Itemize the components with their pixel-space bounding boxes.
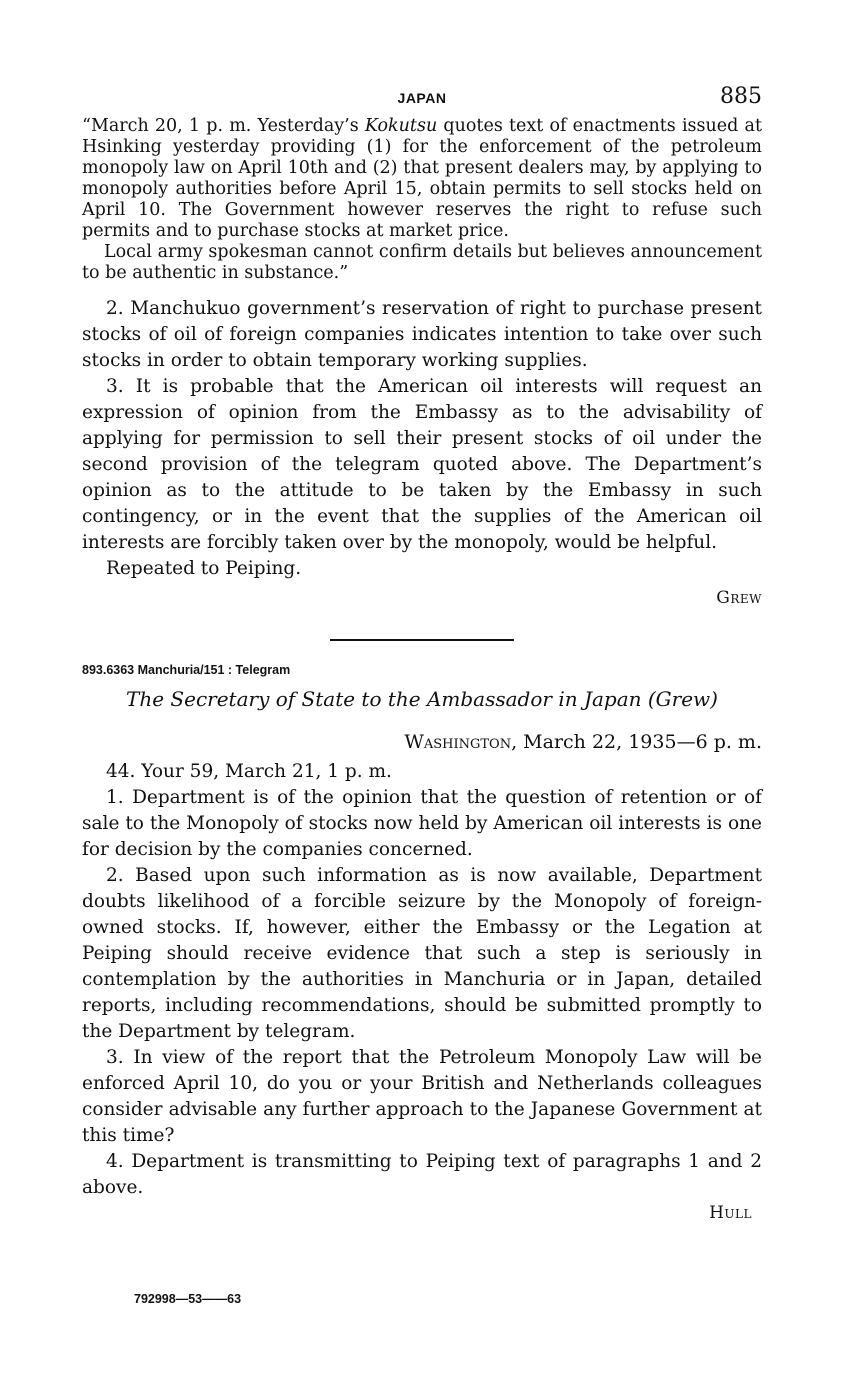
dateline-date: , March 22, 1935—6 p. m. — [511, 731, 762, 753]
instruction-paragraph-3: 3. In view of the report that the Petroleum Monopoly Law will be enforced April 10, do you or your British and Netherlands colleagues consider advisable any further approach to the Japanese Government at this time? — [82, 1047, 762, 1146]
telegram-body — [82, 296, 762, 582]
running-head: JAPAN — [397, 90, 447, 106]
dateline — [82, 731, 762, 753]
newspaper-name: Kokutsu — [364, 116, 438, 136]
quoted-telegram — [82, 116, 762, 284]
instruction-paragraph-2: 2. Based upon such information as is now available, Department doubts likelihood of a forcible seizure by the Monopoly of foreign-owned stocks. If, however, either the Embassy or the Legation at Peiping should receive evidence that such a step is seriously in contemplation by the authorities in Manchuria or in Japan, detailed reports, including recommendations, should be submitted promptly to the Department by telegram. — [82, 865, 762, 1042]
document-title — [82, 687, 762, 711]
document-page — [82, 80, 762, 1223]
page-header — [82, 80, 762, 114]
file-reference: 893.6363 Manchuria/151 : Telegram — [82, 663, 291, 677]
quote-p1-open: “March 20, 1 p. m. Yesterday’s — [82, 116, 365, 136]
quote-p1-rest: quotes text of enactments issued at Hsinking yesterday providing (1) for the enforcement of the petroleum monopoly law on April 10th and (2) that present dealers may, by applying to monopoly authorities before April 15, obtain permits to sell stocks held on April 10. The Government however reserves the right to refuse such permits and to purchase stocks at market price. — [82, 116, 762, 241]
dateline-place: Washington — [404, 731, 512, 753]
page-number: 885 — [720, 84, 762, 109]
instruction-paragraph-4: 4. Department is transmitting to Peiping text of paragraphs 1 and 2 above. — [82, 1151, 762, 1198]
title-part-3: ) — [710, 687, 718, 711]
paragraph-2: 2. Manchukuo government’s reservation of right to purchase present stocks of oil of foreign companies indicates intention to take over such stocks in order to obtain temporary working supplies. — [82, 298, 762, 371]
signature-grew: Grew — [716, 588, 762, 608]
quote-paragraph-2: Local army spokesman cannot confirm details but believes announcement to be authentic in substance.” — [82, 242, 762, 283]
signature-hull: Hull — [709, 1203, 752, 1223]
instruction-paragraph-1: 1. Department is of the opinion that the question of retention or of sale to the Monopoly of stocks now held by American oil interests is one for decision by the companies concerned. — [82, 787, 762, 860]
title-part-1: The Secretary of State to the Ambassador in Japan ( — [126, 687, 656, 711]
title-part-2: Grew — [655, 687, 711, 711]
paragraph-44: 44. Your 59, March 21, 1 p. m. — [106, 761, 392, 782]
paragraph-3: 3. It is probable that the American oil interests will request an expression of opinion from the Embassy as to the advisability of applying for permission to sell their present stocks of oil under the second provision of the telegram quoted above. The Department’s opinion as to the attitude to be taken by the Embassy in such contingency, or in the event that the supplies of the American oil interests are forcibly taken over by the monopoly, would be helpful. — [82, 376, 762, 553]
quote-paragraph-1 — [82, 116, 762, 242]
print-code: 792998—53——63 — [134, 1292, 242, 1306]
repeated-note: Repeated to Peiping. — [106, 558, 302, 579]
instruction-body — [82, 759, 762, 1201]
section-divider — [82, 626, 762, 645]
